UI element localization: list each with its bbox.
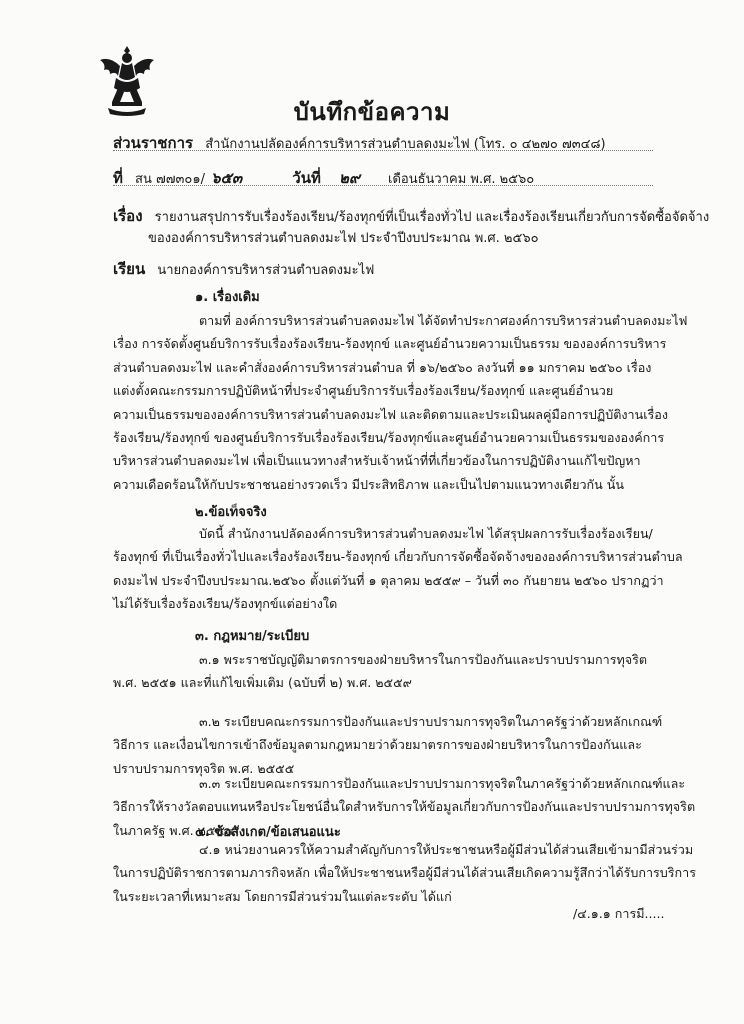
subject-line-2: ขององค์การบริหารส่วนตำบลดงมะไฟ ประจำปีงบประมาณ พ.ศ. ๒๕๖๐ bbox=[148, 231, 539, 246]
body-line: ในระยะเวลาที่เหมาะสม โดยการมีส่วนร่วมในแต่ละระดับ ได้แก่ bbox=[113, 888, 452, 904]
body-line: ส่วนตำบลดงมะไฟ และคำสั่งองค์การบริหารส่วนตำบล ที่ ๑๖/๒๕๖๐ ลงวันที่ ๑๑ มกราคม ๒๕๖๐ เรื่อง bbox=[113, 359, 652, 375]
body-line: ความเป็นธรรมขององค์การบริหารส่วนตำบลดงมะไฟ และติดตามและประเมินผลคู่มือการปฏิบัติงานเรื่อง bbox=[113, 406, 669, 422]
section-2-body bbox=[113, 522, 683, 616]
section-4-heading: ๔. ข้อสังเกต/ข้อเสนอแนะ bbox=[195, 825, 341, 840]
body-line: วิธีการให้รางวัลตอบแทนหรือประโยชน์อื่นใดสำหรับการให้ข้อมูลเกี่ยวกับการป้องกันและปราบปรามการทุจริต bbox=[113, 799, 696, 815]
body-line: วิธีการ และเงื่อนไขการเข้าถึงข้อมูลตามกฎหมายว่าด้วยมาตรการของฝ่ายบริหารในการป้องกันและ bbox=[113, 737, 642, 753]
body-line: ร้องทุกข์ ที่เป็นเรื่องทั่วไปและเรื่องร้องเรียน-ร้องทุกข์ เกี่ยวกับการจัดซื้อจัดจ้างขององค์การบริหารส่วนตำบล bbox=[113, 549, 683, 565]
addressee-label: เรียน bbox=[113, 260, 146, 278]
body-line: พ.ศ. ๒๕๕๑ และที่แก้ไขเพิ่มเติม (ฉบับที่ ๒) พ.ศ. ๒๕๕๙ bbox=[113, 675, 412, 691]
section-3-item-1 bbox=[113, 648, 647, 695]
body-line: ๓.๓ ระเบียบคณะกรรมการป้องกันและปราบปรามการทุจริตในภาครัฐว่าด้วยหลักเกณฑ์และ bbox=[199, 776, 686, 791]
section-3-heading: ๓. กฎหมาย/ระเบียบ bbox=[195, 629, 310, 644]
date-day: ๒๙ bbox=[339, 169, 360, 187]
body-line: ในการปฏิบัติราชการตามภารกิจหลัก เพื่อให้ประชาชนหรือผู้มีส่วนได้ส่วนเสียเกิดความรู้สึกว่าได้รับการบริการ bbox=[113, 865, 697, 881]
reference-label: ที่ bbox=[113, 169, 123, 187]
department-label: ส่วนราชการ bbox=[113, 134, 194, 152]
subject-line-1: รายงานสรุปการรับเรื่องร้องเรียน/ร้องทุกข์ที่เป็นเรื่องทั่วไป และเรื่องร้องเรียนเกี่ยวกับการจัดซื้อจัดจ้าง bbox=[154, 210, 710, 225]
section-3-item-2 bbox=[113, 710, 662, 780]
continuation-note: /๔.๑.๑ การมี..... bbox=[573, 906, 665, 921]
subject-row bbox=[113, 204, 709, 228]
body-line: บัดนี้ สำนักงานปลัดองค์การบริหารส่วนตำบลดงมะไฟ ได้สรุปผลการรับเรื่องร้องเรียน/ bbox=[199, 526, 653, 541]
section-1-heading: ๑. เรื่องเดิม bbox=[195, 290, 260, 305]
body-line: ๓.๑ พระราชบัญญัติมาตรการของฝ่ายบริหารในการป้องกันและปราบปรามการทุจริต bbox=[199, 652, 648, 667]
reference-underline bbox=[113, 185, 653, 186]
subject-label: เรื่อง bbox=[113, 207, 143, 225]
date-month-year: เดือนธันวาคม พ.ศ. ๒๕๖๐ bbox=[388, 172, 535, 187]
body-line: เรื่อง การจัดตั้งศูนย์บริการรับเรื่องร้องเรียน-ร้องทุกข์ และศูนย์อำนวยความเป็นธรรม ขององค์การบริหาร bbox=[113, 336, 667, 352]
body-line: ความเดือดร้อนให้กับประชาชนอย่างรวดเร็ว มีประสิทธิภาพ และเป็นไปตามแนวทางเดียวกัน นั้น bbox=[113, 476, 624, 492]
body-line: ตามที่ องค์การบริหารส่วนตำบลดงมะไฟ ได้จัดทำประกาศองค์การบริหารส่วนตำบลดงมะไฟ bbox=[199, 313, 688, 328]
body-line: ๔.๑ หน่วยงานควรให้ความสำคัญกับการให้ประชาชนหรือผู้มีส่วนได้ส่วนเสียเข้ามามีส่วนร่วม bbox=[199, 842, 694, 857]
section-1-body bbox=[113, 309, 687, 496]
reference-number: ๖๕๓ bbox=[211, 169, 243, 187]
body-line: แต่งตั้งคณะกรรมการปฏิบัติหน้าที่ประจำศูนย์บริการรับเรื่องร้องเรียน/ร้องทุกข์ และศูนย์อำนวย bbox=[113, 383, 614, 399]
body-line: ดงมะไฟ ประจำปีงบประมาณ.๒๕๖๐ ตั้งแต่วันที่ ๑ ตุลาคม ๒๕๕๙ – วันที่ ๓๐ กันยายน ๒๕๖๐ ปรากฏว่า bbox=[113, 572, 664, 588]
department-value: สำนักงานปลัดองค์การบริหารส่วนตำบลดงมะไฟ (โทร. ๐ ๔๒๗๐ ๗๓๔๘) bbox=[205, 137, 606, 152]
body-line: ร้องเรียน/ร้องทุกข์ ของศูนย์บริการรับเรื่องร้องเรียน/ร้องทุกข์และศูนย์อำนวยความเป็นธรรมขององค์การ bbox=[113, 430, 665, 446]
body-line: ในภาครัฐ พ.ศ. ๒๕๕๔ bbox=[113, 822, 235, 838]
addressee-value: นายกองค์การบริหารส่วนตำบลดงมะไฟ bbox=[157, 263, 375, 278]
department-row bbox=[113, 131, 606, 155]
body-line: ไม่ได้รับเรื่องร้องเรียน/ร้องทุกข์แต่อย่างใด bbox=[113, 596, 338, 612]
section-2-heading: ๒.ข้อเท็จจริง bbox=[195, 505, 267, 520]
memo-title: บันทึกข้อความ bbox=[293, 98, 451, 126]
department-underline bbox=[113, 150, 653, 151]
addressee-row bbox=[113, 257, 374, 281]
date-label: วันที่ bbox=[292, 169, 321, 187]
section-4-body bbox=[113, 838, 696, 908]
body-line: บริหารส่วนตำบลดงมะไฟ เพื่อเป็นแนวทางสำหรับเจ้าหน้าที่ที่เกี่ยวข้องในการปฏิบัติงานแก้ไขปัญหา bbox=[113, 453, 641, 469]
reference-row bbox=[113, 166, 534, 190]
body-line: ปราบปรามการทุจริต พ.ศ. ๒๕๕๕ bbox=[113, 760, 295, 776]
body-line: ๓.๒ ระเบียบคณะกรรมการป้องกันและปราบปรามการทุจริตในภาครัฐว่าด้วยหลักเกณฑ์ bbox=[199, 714, 663, 729]
reference-prefix: สน ๗๗๓๐๑/ bbox=[135, 172, 205, 187]
